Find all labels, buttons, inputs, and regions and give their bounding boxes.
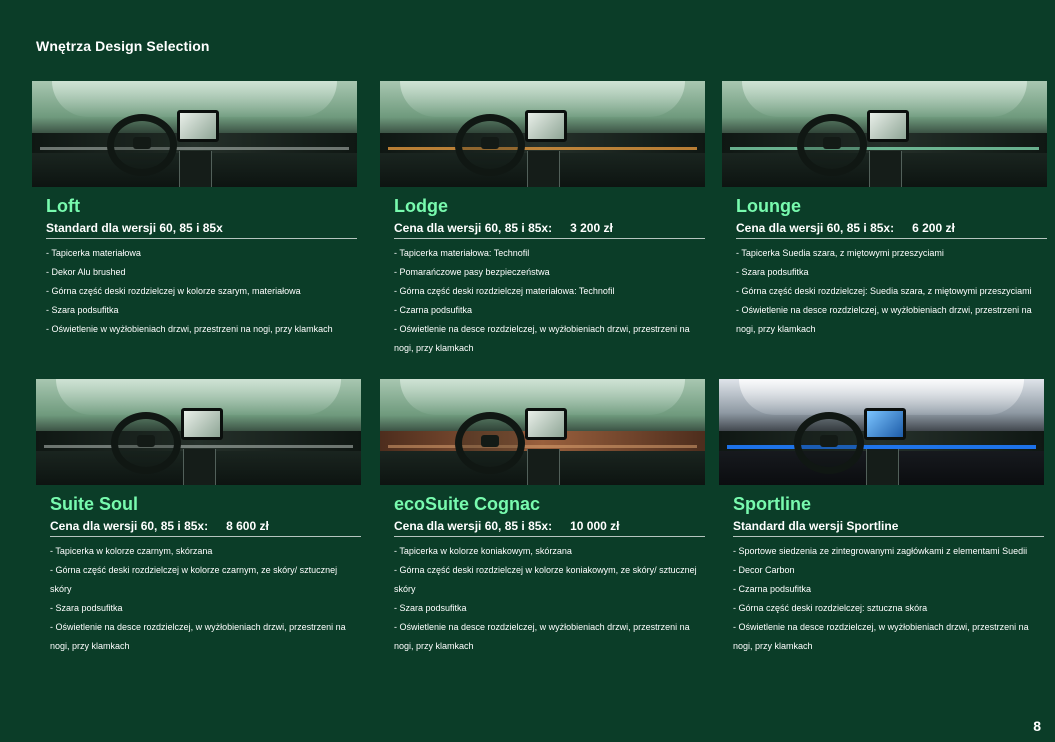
interior-title: Loft — [46, 196, 80, 216]
interior-photo — [36, 379, 361, 485]
feature-list — [736, 244, 1039, 339]
feature-list — [394, 244, 697, 358]
feature-item: - Oświetlenie na desce rozdzielczej, w wyżłobieniach drzwi, przestrzeni na nogi, przy klamkach — [50, 622, 346, 651]
feature-item: - Tapicerka materiałowa — [46, 248, 141, 258]
feature-item: - Szara podsufitka — [394, 603, 467, 613]
divider — [394, 536, 705, 537]
feature-item: - Tapicerka w kolorze czarnym, skórzana — [50, 546, 213, 556]
page-number: 8 — [1033, 718, 1041, 734]
interior-card-ecosuite-cognac — [380, 379, 705, 679]
divider — [50, 536, 361, 537]
interior-card-lounge — [722, 81, 1047, 361]
feature-item: - Tapicerka w kolorze koniakowym, skórzana — [394, 546, 572, 556]
feature-item: - Pomarańczowe pasy bezpieczeństwa — [394, 267, 550, 277]
feature-list — [733, 542, 1036, 656]
feature-list — [394, 542, 697, 656]
feature-item: - Oświetlenie na desce rozdzielczej, w wyżłobieniach drzwi, przestrzeni na nogi, przy klamkach — [394, 324, 690, 353]
feature-item: - Szara podsufitka — [46, 305, 119, 315]
interior-title: Suite Soul — [50, 494, 139, 514]
subtitle-text: Cena dla wersji 60, 85 i 85x: — [736, 221, 895, 235]
feature-item: - Czarna podsufitka — [733, 584, 812, 594]
feature-list — [46, 244, 349, 339]
feature-item: - Górna część deski rozdzielczej w kolorze koniakowym, ze skóry/ sztucznej skóry — [394, 565, 697, 594]
subtitle-text: Cena dla wersji 60, 85 i 85x: — [394, 519, 553, 533]
divider — [736, 238, 1047, 239]
feature-item: - Górna część deski rozdzielczej materiałowa: Technofil — [394, 286, 615, 296]
interior-photo — [380, 81, 705, 187]
feature-item: - Tapicerka Suedia szara, z miętowymi przeszyciami — [736, 248, 944, 258]
feature-item: - Sportowe siedzenia ze zintegrowanymi zagłówkami z elementami Suedii — [733, 546, 1028, 556]
interior-title: Lodge — [394, 196, 448, 216]
interior-photo — [722, 81, 1047, 187]
divider — [394, 238, 705, 239]
feature-item: - Szara podsufitka — [50, 603, 123, 613]
feature-item: - Górna część deski rozdzielczej: Suedia szara, z miętowymi przeszyciami — [736, 286, 1032, 296]
price: 10 000 zł — [570, 519, 620, 533]
subtitle-text: Cena dla wersji 60, 85 i 85x: — [50, 519, 209, 533]
page-title: Wnętrza Design Selection — [36, 38, 210, 54]
interior-subtitle — [46, 221, 241, 235]
feature-item: - Czarna podsufitka — [394, 305, 473, 315]
interior-subtitle — [736, 221, 955, 235]
feature-item: - Górna część deski rozdzielczej w kolorze czarnym, ze skóry/ sztucznej skóry — [50, 565, 338, 594]
feature-item: - Szara podsufitka — [736, 267, 809, 277]
interior-subtitle — [394, 519, 619, 533]
interior-title: ecoSuite Cognac — [394, 494, 541, 514]
interior-photo — [380, 379, 705, 485]
interior-title: Sportline — [733, 494, 812, 514]
divider — [733, 536, 1044, 537]
feature-item: - Górna część deski rozdzielczej w kolorze szarym, materiałowa — [46, 286, 301, 296]
interior-subtitle — [733, 519, 916, 533]
divider — [46, 238, 357, 239]
interior-card-sportline — [719, 379, 1044, 679]
price: 6 200 zł — [912, 221, 955, 235]
price: 3 200 zł — [570, 221, 613, 235]
interior-title: Lounge — [736, 196, 801, 216]
interior-photo — [32, 81, 357, 187]
interior-subtitle — [50, 519, 269, 533]
feature-item: - Oświetlenie w wyżłobieniach drzwi, przestrzeni na nogi, przy klamkach — [46, 324, 333, 334]
feature-item: - Decor Carbon — [733, 565, 795, 575]
feature-list — [50, 542, 353, 656]
feature-item: - Oświetlenie na desce rozdzielczej, w wyżłobieniach drzwi, przestrzeni na nogi, przy klamkach — [733, 622, 1029, 651]
interior-card-loft — [32, 81, 357, 361]
subtitle-text: Standard dla wersji 60, 85 i 85x — [46, 221, 223, 235]
interior-card-suite-soul — [36, 379, 361, 679]
interior-card-lodge — [380, 81, 705, 361]
feature-item: - Oświetlenie na desce rozdzielczej, w wyżłobieniach drzwi, przestrzeni na nogi, przy klamkach — [394, 622, 690, 651]
feature-item: - Dekor Alu brushed — [46, 267, 126, 277]
price: 8 600 zł — [226, 519, 269, 533]
feature-item: - Oświetlenie na desce rozdzielczej, w wyżłobieniach drzwi, przestrzeni na nogi, przy klamkach — [736, 305, 1032, 334]
feature-item: - Górna część deski rozdzielczej: sztuczna skóra — [733, 603, 928, 613]
subtitle-text: Standard dla wersji Sportline — [733, 519, 899, 533]
subtitle-text: Cena dla wersji 60, 85 i 85x: — [394, 221, 553, 235]
interior-photo — [719, 379, 1044, 485]
feature-item: - Tapicerka materiałowa: Technofil — [394, 248, 530, 258]
interior-subtitle — [394, 221, 613, 235]
